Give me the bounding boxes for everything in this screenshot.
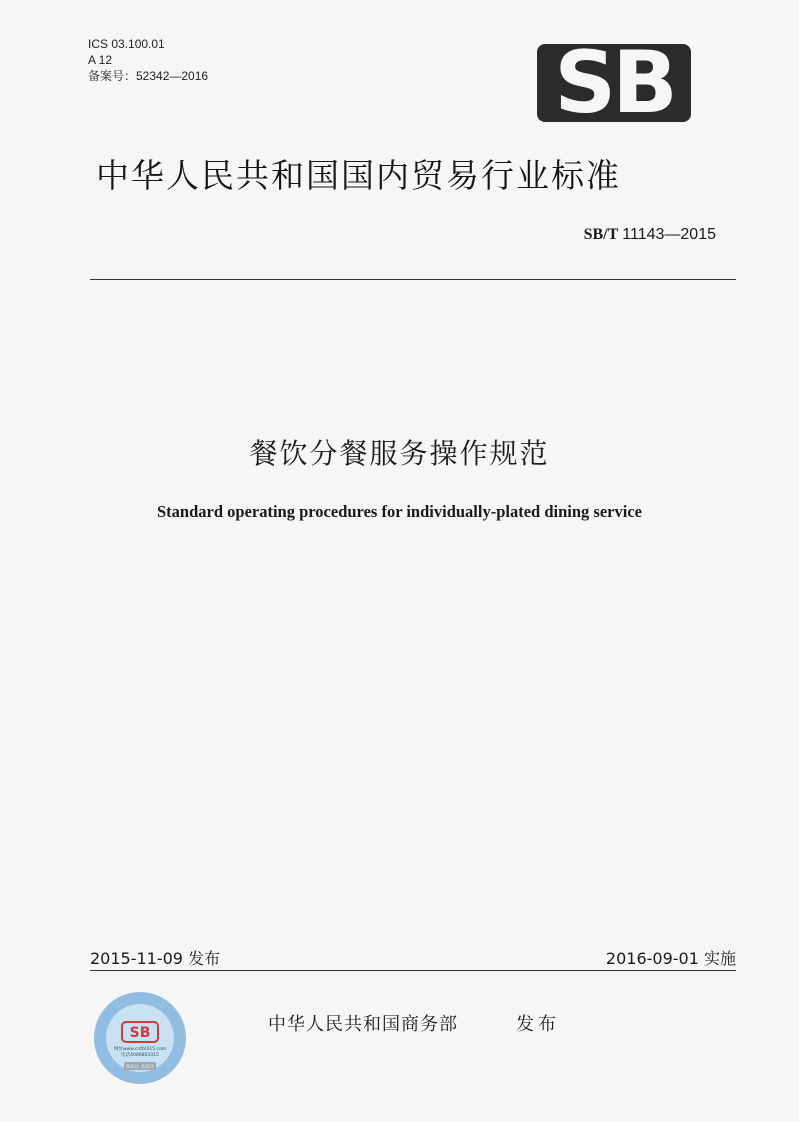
seal-phone: 电话4006803315 (121, 1053, 159, 1058)
sb-logo (537, 44, 691, 122)
issue-date: 2015-11-09 发布 (90, 949, 221, 968)
class-code: A 12 (88, 53, 113, 67)
standard-number (584, 226, 716, 244)
standard-code: SB/T (583, 226, 619, 243)
seal-mark: SB (129, 1025, 151, 1041)
ics-code: ICS 03.100.01 (88, 37, 165, 51)
top-divider (90, 279, 736, 280)
standard-number-value: 11143—2015 (622, 226, 716, 243)
seal-scratch-note: 刮涂层 查真伪 (125, 1065, 155, 1070)
effective-date: 2016-09-01 实施 (605, 949, 736, 968)
standard-category-title: 中华人民共和国国内贸易行业标准 (96, 156, 621, 195)
anti-counterfeit-seal-icon (92, 990, 188, 1086)
filing-number: 备案号：52342—2016 (88, 69, 209, 83)
publish-label: 发布 (516, 1014, 560, 1035)
seal-website: 网址www.cnfbt315.com (113, 1047, 167, 1052)
sb-logo-text: SB (554, 44, 674, 122)
bottom-divider (90, 970, 736, 971)
classification-block (88, 36, 208, 84)
document-title-cn: 餐饮分餐服务操作规范 (249, 437, 550, 470)
issuing-authority: 中华人民共和国商务部 (268, 1014, 458, 1035)
document-title-en: Standard operating procedures for individually-plated dining service (157, 502, 642, 521)
